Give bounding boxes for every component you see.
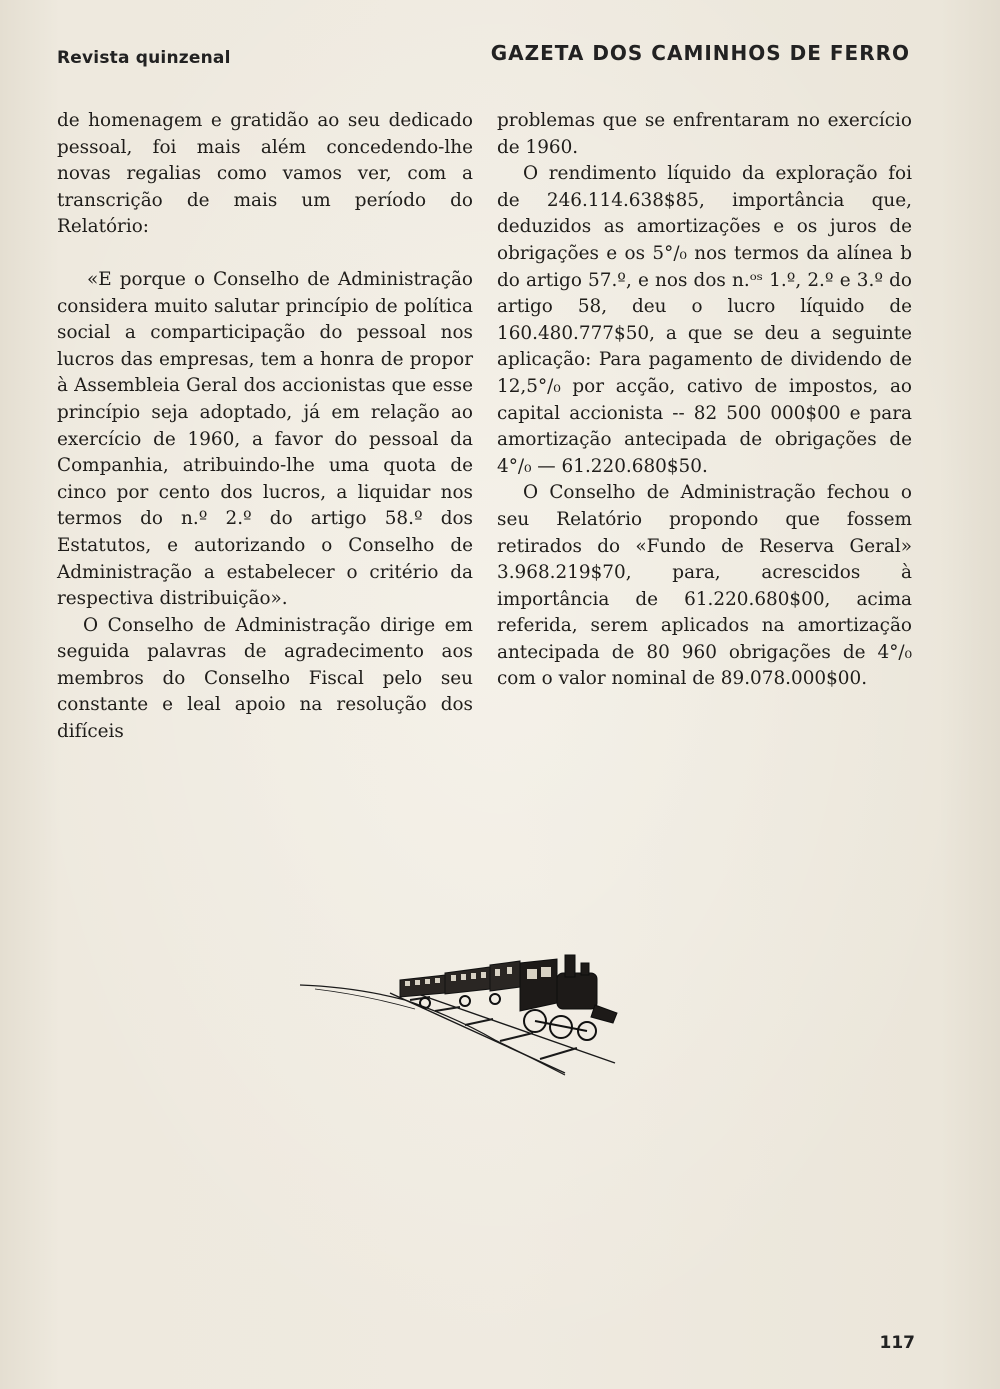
left-paragraph-3: O Conselho de Administração dirige em seguida palavras de agradecimento aos membros do Conselho Fiscal pelo seu constante e leal apoio na resolução dos difíceis xyxy=(57,614,473,743)
right-paragraph-3: O Conselho de Administração fechou o seu Relatório propondo que fossem retirados do «Fundo de Reserva Geral» 3.968.219$70, para, acrescidos à importância de 61.220.680$00, acima referida, serem aplicados na amortização antecipada de 80 960 obrigações de 4°/₀ com o valor nominal de 89.078.000$00. xyxy=(497,482,912,690)
left-paragraph-1: de homenagem e gratidão ao seu dedicado pessoal, foi mais além concedendo-lhe novas regalias como vamos ver, com a transcrição de mais um período do Relatório: xyxy=(57,110,473,238)
steam-train-illustration xyxy=(295,945,635,1085)
left-paragraph-quote: «E porque o Conselho de Administração considera muito salutar princípio de política social a comparticipação do pessoal nos lucros das empresas, tem a honra de propor à Assembleia Geral dos accionistas que esse princípio seja adoptado, já em relação ao exercício de 1960, a favor do pessoal da Companhia, atribuindo-lhe uma quota de cinco por cento dos lucros, a liquidar nos termos do n.º 2.º do artigo 58.º dos Estatutos, e autorizando o Conselho de Administração a estabelecer o critério da respectiva distribuição». xyxy=(57,268,473,610)
header-publication-title: GAZETA DOS CAMINHOS DE FERRO xyxy=(490,41,910,65)
right-paragraph-1: problemas que se enfrentaram no exercício de 1960. xyxy=(497,110,912,158)
left-column xyxy=(57,108,473,746)
right-paragraph-2: O rendimento líquido da exploração foi de 246.114.638$85, importância que, deduzidos as amortizações e os juros de obrigações e os 5°/₀ nos termos da alínea b do artigo 57.º, e nos dos n.ᵒˢ 1.º, 2.º e 3.º do artigo 58, deu o lucro líquido de 160.480.777$50, a que se deu a seguinte aplicação: Para pagamento de dividendo de 12,5°/₀ por acção, cativo de impostos, ao capital accionista -- 82 500 000$00 e para amortização antecipada de obrigações de 4°/₀ — 61.220.680$50. xyxy=(497,163,912,477)
page-number: 117 xyxy=(879,1333,915,1353)
right-column xyxy=(497,108,912,693)
header-periodicity: Revista quinzenal xyxy=(57,48,231,68)
